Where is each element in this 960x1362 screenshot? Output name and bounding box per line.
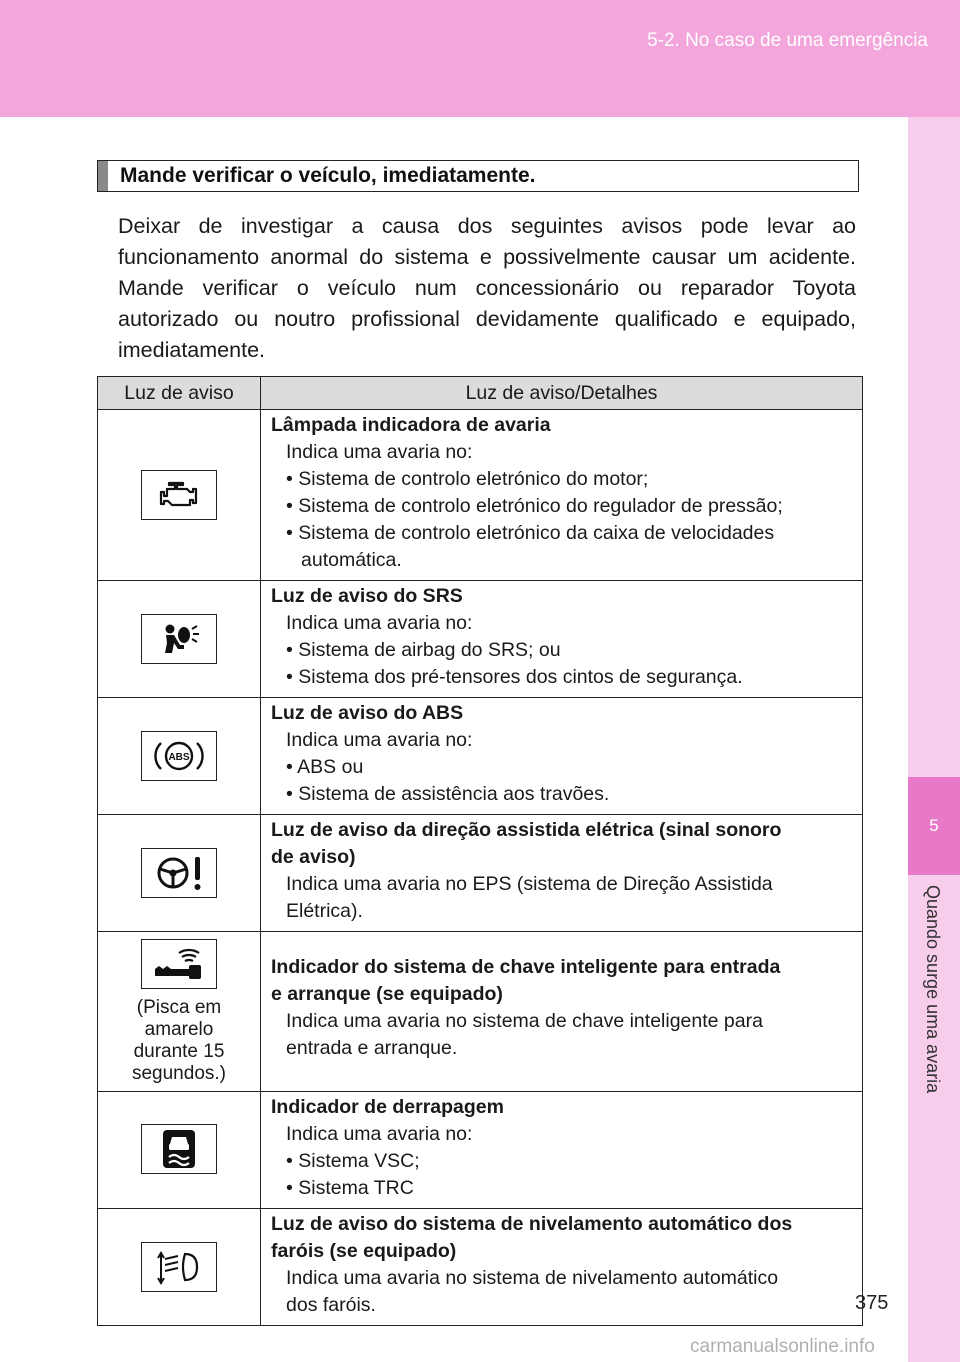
chapter-number-tab: 5 [908,777,960,875]
detail-text: Indica uma avaria no: [286,1123,473,1145]
detail-text-line: Elétrica). [286,900,363,922]
icon-cell [98,698,261,815]
bullet-item: • Sistema de controlo eletrónico do regulador de pressão; [286,495,783,517]
icon-cell [98,1092,261,1209]
icon-cell [98,1209,261,1326]
detail-text-line: Indica uma avaria no EPS (sistema de Direção Assistida [286,873,773,895]
detail-text: Indica uma avaria no: [286,729,473,751]
detail-title-line: de aviso) [271,846,356,868]
heading-bar [98,161,108,191]
bullet-item: • Sistema de assistência aos travões. [286,783,610,805]
icon-note-line: (Pisca em [136,996,222,1018]
icon-cell [98,581,261,698]
intro-paragraph: Deixar de investigar a causa dos seguintes avisos pode levar ao funcionamento anormal do sistema e possivelmente causar um acidente. Mande verificar o veículo num concessionário ou reparador Toyota autorizado ou noutro profissional devidamente qualificado e equipado, imediatamente. [118,214,856,362]
page-number: 375 [855,1292,889,1314]
smart-key-icon [141,939,217,989]
table-row [98,1209,863,1326]
bullet-item: • Sistema TRC [286,1177,414,1199]
bullet-continuation: automática. [301,549,402,571]
detail-title-line: Luz de aviso do sistema de nivelamento automático dos [271,1213,793,1235]
detail-cell [261,932,863,1092]
detail-text: Indica uma avaria no: [286,441,473,463]
heading-text: Mande verificar o veículo, imediatamente. [120,164,536,187]
icon-cell [98,815,261,932]
table-row [98,698,863,815]
table-header-row [98,377,863,410]
icon-cell [98,410,261,581]
abs-icon-label: ABS [168,752,190,763]
detail-title: Lâmpada indicadora de avaria [271,414,551,436]
bullet-item: • Sistema de airbag do SRS; ou [286,639,561,661]
detail-text-line: Indica uma avaria no sistema de nivelamento automático [286,1267,779,1289]
skid-icon [141,1124,217,1174]
table-row [98,815,863,932]
bullet-item: • Sistema VSC; [286,1150,420,1172]
bullet-item: • Sistema de controlo eletrónico da caixa de velocidades [286,522,775,544]
detail-text-line: entrada e arranque. [286,1037,458,1059]
detail-text: Indica uma avaria no: [286,612,473,634]
side-tab-lower [908,875,960,1362]
bullet-item: • ABS ou [286,756,364,778]
bullet-item: • Sistema de controlo eletrónico do motor; [286,468,649,490]
steering-warning-icon [141,848,217,898]
headlight-leveling-icon [141,1242,217,1292]
detail-cell [261,698,863,815]
chapter-title: Quando surge uma avaria [923,885,943,1094]
detail-title: Luz de aviso do ABS [271,702,464,724]
detail-cell [261,581,863,698]
detail-cell [261,410,863,581]
engine-icon [141,470,217,520]
detail-text-line: Indica uma avaria no sistema de chave inteligente para [286,1010,763,1032]
warning-table [97,376,863,1326]
icon-note-line: durante 15 [133,1040,225,1062]
detail-title-line: e arranque (se equipado) [271,983,503,1005]
heading-box [97,160,859,192]
column-header-details: Luz de aviso/Detalhes [261,377,863,410]
icon-note [98,997,260,1085]
table-row [98,581,863,698]
side-tab-upper [908,117,960,777]
section-title: 5-2. No caso de uma emergência [647,30,928,51]
detail-cell [261,815,863,932]
watermark: carmanualsonline.info [690,1336,875,1357]
airbag-icon [141,614,217,664]
table-row [98,410,863,581]
abs-icon [141,731,217,781]
detail-title-line: Indicador do sistema de chave inteligente para entrada [271,956,781,978]
table-row [98,1092,863,1209]
icon-cell [98,932,261,1092]
icon-note-line: segundos.) [131,1062,226,1084]
table-row [98,932,863,1092]
icon-note-line: amarelo [144,1018,214,1040]
top-band [0,0,960,117]
detail-title-line: Luz de aviso da direção assistida elétrica (sinal sonoro [271,819,782,841]
detail-title: Luz de aviso do SRS [271,585,463,607]
detail-title-line: faróis (se equipado) [271,1240,457,1262]
detail-title: Indicador de derrapagem [271,1096,504,1118]
detail-text-line: dos faróis. [286,1294,376,1316]
detail-cell [261,1092,863,1209]
column-header-warning-light: Luz de aviso [98,377,261,410]
bullet-item: • Sistema dos pré-tensores dos cintos de segurança. [286,666,743,688]
detail-cell [261,1209,863,1326]
